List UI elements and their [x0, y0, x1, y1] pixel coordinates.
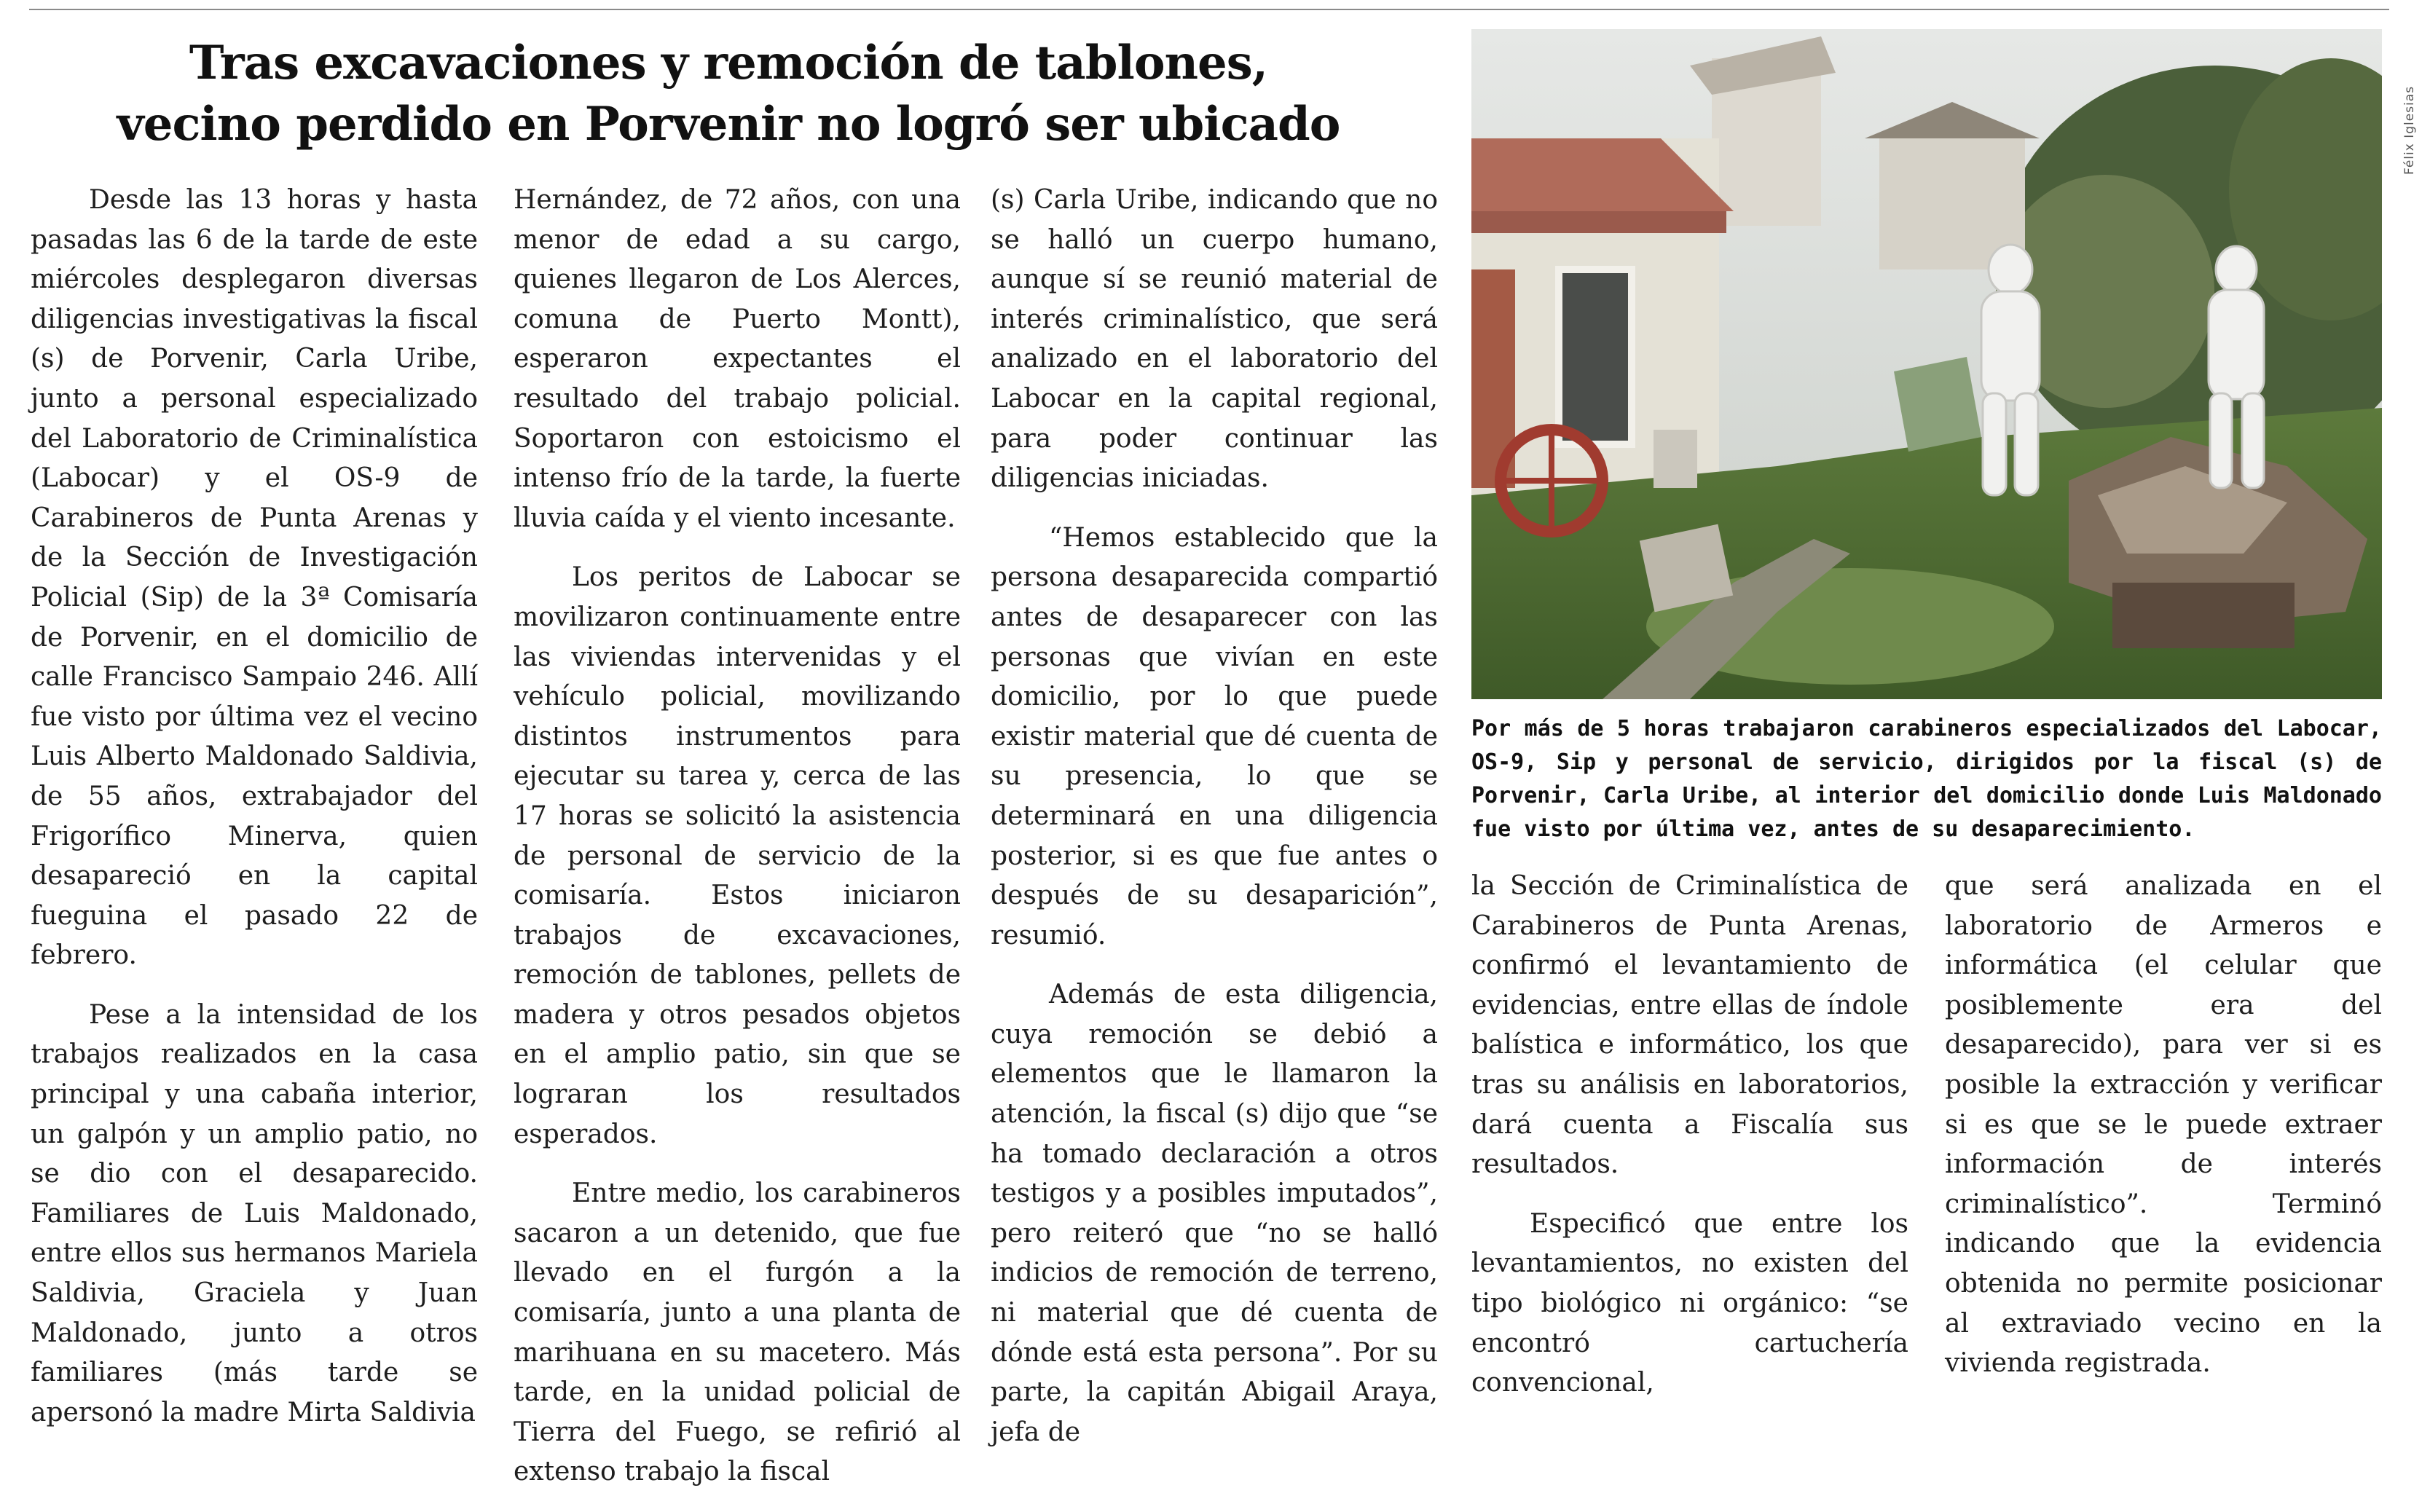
paragraph: la Sección de Criminalística de Carabineros de Punta Arenas, confirmó el levantamiento de evidencias, entre ellas de índole balística e informático, los que tras su análisis en laboratorios, dará cuenta a Fiscalía sus resultados. — [1471, 871, 1908, 1180]
photo-caption: Por más de 5 horas trabajaron carabineros especializados del Labocar, OS-9, Sip y personal de servicio, dirigidos por la fiscal (s) de Porvenir, Carla Uribe, al interior del domicilio donde Luis Maldonado fue visto por última vez, antes de su desaparecimiento. — [1471, 716, 2382, 842]
headline-line-1: Tras excavaciones y remoción de tablones, — [189, 36, 1268, 90]
paragraph: Especificó que entre los levantamientos, no existen del tipo biológico ni orgánico: “se encontró cartuchería convencional, — [1471, 1208, 1908, 1398]
paragraph: (s) Carla Uribe, indicando que no se halló un cuerpo humano, aunque sí se reunió material de interés criminalístico, que será analizado en el laboratorio del Labocar en la capital regional, para poder continuar las diligencias iniciadas. — [991, 185, 1438, 494]
paragraph: “Hemos establecido que la persona desaparecida compartió antes de desaparecer con las personas que vivían en este domicilio, por lo que puede existir material que dé cuenta de su presencia, lo que se determinará en una diligencia posterior, si es que fue antes o después de su desaparición”, resumió. — [991, 522, 1438, 950]
article-column-2 — [514, 181, 961, 1512]
photo-credit: Félix Iglesias — [2402, 85, 2417, 175]
article-column-5 — [1945, 867, 2382, 1403]
paragraph: Entre medio, los carabineros sacaron a un detenido, que fue llevado en el furgón a la comisaría, junto a una planta de marihuana en su macetero. Más tarde, en la unidad policial de Tierra del Fuego, se refirió al extenso trabajo la fiscal — [514, 1178, 961, 1487]
headline-line-2: vecino perdido en Porvenir no logró ser ubicado — [117, 97, 1340, 151]
paragraph: Los peritos de Labocar se movilizaron continuamente entre las viviendas intervenidas y el vehículo policial, movilizando distintos instrumentos para ejecutar su tarea y, cerca de las 17 horas se solicitó la asistencia de personal de servicio de la comisaría. Estos iniciaron trabajos de excavaciones, remoción de tablones, pellets de madera y otros pesados objetos en el amplio patio, sin que se lograran los resultados esperados. — [514, 562, 961, 1149]
paragraph: que será analizada en el laboratorio de Armeros e informática (el celular que posiblemente era del desaparecido), para ver si es posible la extracción y verificar si es que se le puede extraer información de interés criminalístico”. Terminó indicando que la evidencia obtenida no permite posicionar al extraviado vecino en la vivienda registrada. — [1945, 871, 2382, 1379]
article-column-3 — [991, 181, 1438, 1472]
headline — [66, 33, 1391, 155]
photo-illustration — [1471, 29, 2382, 699]
paragraph: Además de esta diligencia, cuya remoción se debió a elementos que le llamaron la atención, la fiscal (s) dijo que “se ha tomado declaración a otros testigos y a posibles imputados”, pero reiteró que “no se halló indicios de remoción de terreno, ni material que dé cuenta de dónde está esta persona”. Por su parte, la capitán Abigail Araya, jefa de — [991, 980, 1438, 1447]
paragraph: Pese a la intensidad de los trabajos realizados en la casa principal y una cabaña interior, un galpón y un amplio patio, no se dio con el desaparecido. Familiares de Luis Maldonado, entre ellos sus hermanos Mariela Saldivia, Graciela y Juan Maldonado, junto a otros familiares (más tarde se apersonó la madre Mirta Saldivia — [31, 999, 478, 1428]
top-rule — [29, 9, 2389, 10]
article-column-1 — [31, 181, 478, 1452]
article-photo — [1471, 29, 2382, 699]
paragraph: Hernández, de 72 años, con una menor de edad a su cargo, quienes llegaron de Los Alerces, comuna de Puerto Montt), esperaron expectantes el resultado del trabajo policial. Soportaron con estoicismo el intenso frío de la tarde, la fuerte lluvia caída y el viento incesante. — [514, 185, 961, 533]
paragraph: Desde las 13 horas y hasta pasadas las 6 de la tarde de este miércoles desplegaron diversas diligencias investigativas la fiscal (s) de Porvenir, Carla Uribe, junto a personal especializado del Laboratorio de Criminalística (Labocar) y el OS-9 de Carabineros de Punta Arenas y de la Sección de Investigación Policial (Sip) de la 3ª Comisaría de Porvenir, en el domicilio de calle Francisco Sampaio 246. Allí fue visto por última vez el vecino Luis Alberto Maldonado Saldivia, de 55 años, extrabajador del Frigorífico Minerva, quien desapareció en la capital fueguina el pasado 22 de febrero. — [31, 185, 478, 971]
article-column-4 — [1471, 867, 1908, 1423]
